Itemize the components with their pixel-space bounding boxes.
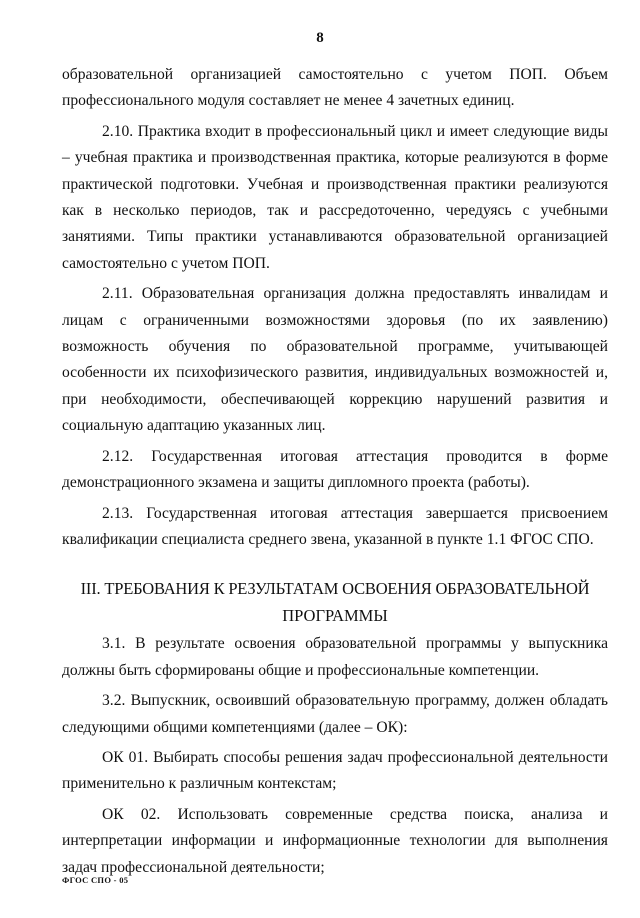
footer-code: ФГОС СПО - 05 [62,875,129,885]
paragraph-2-11: 2.11. Образовательная организация должна предоставлять инвалидам и лицам с ограниченными возможностями здоровья (по их заявлению) возможность обучения по образовательной программе, учитывающей особенности их психофизического развития, индивидуальных возможностей и, при необходимости, обеспечивающей коррекцию нарушений развития и социальную адаптацию указанных лиц. [62,285,608,435]
paragraph-2-10: 2.10. Практика входит в профессиональный цикл и имеет следующие виды – учебная практика и производственная практика, которые реализуются в форме практической подготовки. Учебная и производственная практики реализуются как в несколько периодов, так и рассредоточенно, чередуясь с учебными занятиями. Типы практики устанавливаются образовательной организацией самостоятельно с учетом ПОП. [62,122,608,272]
paragraph-continuation-line2: профессионального модуля составляет не менее 4 зачетных единиц. [62,92,515,110]
section-heading-line1: III. ТРЕБОВАНИЯ К РЕЗУЛЬТАТАМ ОСВОЕНИЯ ОБРАЗОВАТЕЛЬНОЙ [80,579,590,599]
paragraph-3-1: 3.1. В результате освоения образовательной программы у выпускника должны быть сформированы общие и профессиональные компетенции. [62,635,608,679]
document-body [62,62,608,881]
competency-ok-02: ОК 02. Использовать современные средства поиска, анализа и интерпретации информации и информационные технологии для выполнения задач профессиональной деятельности; [62,805,608,876]
section-heading-line2: ПРОГРАММЫ [282,606,388,626]
page-number: 8 [316,30,324,46]
paragraph-2-12: 2.12. Государственная итоговая аттестация проводится в форме демонстрационного экзамена и защиты дипломного проекта (работы). [62,447,608,492]
paragraph-3-2: 3.2. Выпускник, освоивший образовательную программу, должен обладать следующими общими компетенциями (далее – ОК): [62,692,608,736]
competency-ok-01: ОК 01. Выбирать способы решения задач профессиональной деятельности применительно к различным контекстам; [62,748,608,793]
paragraph-2-13: 2.13. Государственная итоговая аттестация завершается присвоением квалификации специалиста среднего звена, указанной в пункте 1.1 ФГОС СПО. [62,504,608,548]
paragraph-continuation-line1: образовательной организацией самостоятельно с учетом ПОП. Объем [62,66,608,83]
